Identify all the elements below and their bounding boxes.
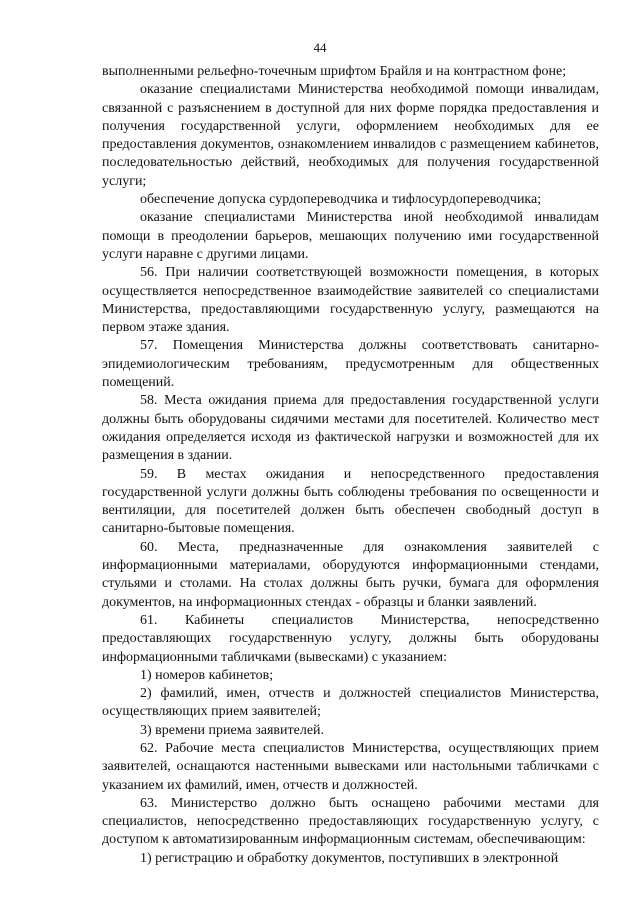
paragraph-57: 57. Помещения Министерства должны соответствовать санитарно-эпидемиологическим требованиям, предусмотренным для общественных помещений.	[102, 338, 599, 391]
list-item-registration: 1) регистрацию и обработку документов, поступивших в электронной	[140, 850, 559, 866]
list-item-staff-names: 2) фамилий, имен, отчеств и должностей специалистов Министерства, осуществляющих прием заявителей;	[102, 686, 599, 720]
paragraph-61: 61. Кабинеты специалистов Министерства, непосредственно предоставляющих государственную услугу, должны быть оборудованы информационными табличками (вывесками) с указанием:	[102, 612, 599, 665]
paragraph-58: 58. Места ожидания приема для предоставления государственной услуги должны быть оборудованы сидячими местами для посетителей. Количество мест ожидания определяется исходя из фактической нагрузки и возможностей для их размещения в здании.	[102, 393, 599, 464]
paragraph-60: 60. Места, предназначенные для ознакомления заявителей с информационными материалами, оборудуются информационными стендами, стульями и столами. На столах должны быть ручки, бумага для оформления документов, на информационных стендах - образцы и бланки заявлений.	[102, 539, 599, 610]
list-item-reception-hours: 3) времени приема заявителей.	[140, 722, 325, 738]
document-body	[102, 63, 599, 868]
paragraph-assistance: оказание специалистами Министерства необходимой помощи инвалидам, связанной с разъяснением в доступной для них форме порядка предоставления и получения государственной услуги, оформлением необходимых для ее предоставления документов, ознакомлением инвалидов с размещением кабинетов, последовательностью действий, необходимых для получения государственной услуги;	[102, 82, 599, 189]
paragraph-other-assistance: оказание специалистами Министерства иной необходимой инвалидам помощи в преодолении барьеров, мешающих получению ими государственной услуги наравне с другими лицами.	[102, 210, 599, 262]
list-item-room-numbers: 1) номеров кабинетов;	[140, 667, 274, 683]
paragraph-braille-continuation: выполненными рельефно-точечным шрифтом Брайля и на контрастном фоне;	[102, 64, 567, 79]
paragraph-sign-interpreter: обеспечение допуска сурдопереводчика и тифлосурдопереводчика;	[140, 192, 542, 208]
paragraph-62: 62. Рабочие места специалистов Министерства, осуществляющих прием заявителей, оснащаются настенными вывесками или настольными табличками с указанием их фамилий, имен, отчеств и должностей.	[102, 740, 599, 793]
paragraph-56: 56. При наличии соответствующей возможности помещения, в которых осуществляется непосредственное взаимодействие заявителей со специалистами Министерства, предоставляющими государственную услугу, размещаются на первом этаже здания.	[102, 265, 599, 336]
page-number: 44	[313, 40, 327, 55]
paragraph-63: 63. Министерство должно быть оснащено рабочими местами для специалистов, непосредственно предоставляющих государственную услугу, с доступом к автоматизированным информационным системам, обеспечивающим:	[102, 795, 599, 848]
paragraph-59: 59. В местах ожидания и непосредственного предоставления государственной услуги должны быть соблюдены требования по освещенности и вентиляции, для посетителей должен быть обеспечен свободный доступ в санитарно-бытовые помещения.	[102, 466, 599, 537]
